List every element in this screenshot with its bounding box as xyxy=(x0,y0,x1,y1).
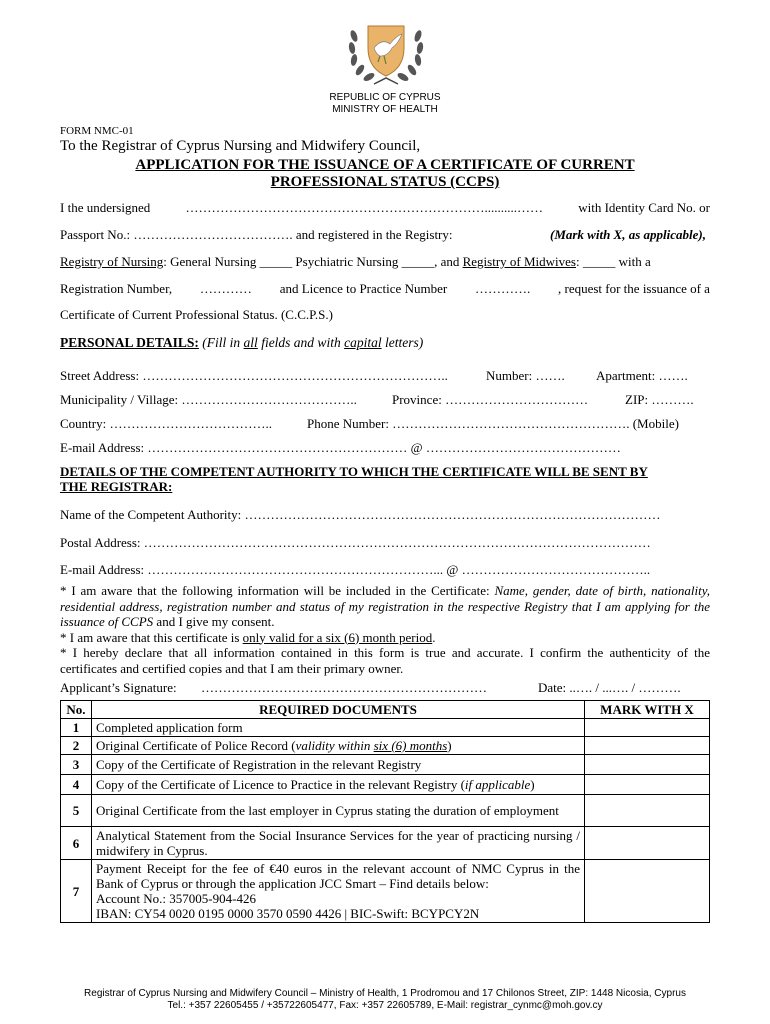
republic-label xyxy=(0,92,770,116)
intro-line-4 xyxy=(60,281,710,297)
table-row xyxy=(61,860,710,923)
table-row xyxy=(61,775,710,795)
request-text: , request for the issuance of a xyxy=(557,281,710,296)
table-header-row xyxy=(61,701,710,719)
doc-text: Copy of the Certificate of Licence to Practice in the relevant Registry ( xyxy=(96,777,465,792)
date-field[interactable]: Date: ..…. / ...…. / ………. xyxy=(538,680,681,695)
row-number: 5 xyxy=(61,795,92,827)
certificate-contents: Name, gender, date of birth, nationality, residential address, registration number and status of my registration in the respective Registry that I am applying for the issuance of CCPS xyxy=(60,583,710,629)
id-card-label: with Identity Card No. or xyxy=(578,200,710,215)
table-row xyxy=(61,737,710,755)
intro-line-2 xyxy=(60,227,710,243)
addressee: To the Registrar of Cyprus Nursing and Midwifery Council, xyxy=(60,138,421,154)
table-row xyxy=(61,795,710,827)
footer-line-1: Registrar of Cyprus Nursing and Midwifery Council – Ministry of Health, 1 Prodromou and 17 Chilonos Street, ZIP: 1448 Nicosia, Cyprus xyxy=(84,988,686,999)
declaration-text: and I give my consent. xyxy=(156,614,275,629)
personal-heading: PERSONAL DETAILS: xyxy=(60,335,199,350)
authority-name-field[interactable]: Name of the Competent Authority: …………………………………………………………………………………… xyxy=(60,507,661,522)
mark-cell[interactable] xyxy=(585,860,710,923)
name-field[interactable]: ……………………………………………………………..........…… xyxy=(185,200,543,215)
registry-nursing-label: Registry of Nursing xyxy=(60,254,164,269)
nursing-options[interactable]: : General Nursing _____ Psychiatric Nursing _____, and xyxy=(163,254,460,269)
declarations xyxy=(60,583,710,676)
row-number: 1 xyxy=(61,719,92,737)
doc-text: ) xyxy=(530,777,535,792)
undersigned-label: I the undersigned xyxy=(60,200,151,215)
iban: IBAN: CY54 0020 0195 0000 3570 0590 4426 | BIC-Swift: BCYPCY2N xyxy=(96,906,480,921)
mark-cell[interactable] xyxy=(585,775,710,795)
authority-heading-line-1: DETAILS OF THE COMPETENT AUTHORITY TO WHICH THE CERTIFICATE WILL BE SENT BY xyxy=(60,464,648,479)
mark-cell[interactable] xyxy=(585,737,710,755)
validity-period: only valid for a six (6) month period xyxy=(242,629,433,645)
republic-text: REPUBLIC OF CYPRUS xyxy=(329,92,441,103)
note-part: letters) xyxy=(384,335,424,350)
mark-cell[interactable] xyxy=(585,719,710,737)
title-line-2: PROFESSIONAL STATUS (CCPS) xyxy=(270,174,500,190)
passport-label: Passport No.: xyxy=(60,227,131,242)
municipality-field[interactable]: Municipality / Village: ………………………………….. xyxy=(60,392,357,407)
signature-field[interactable]: ………………………………………………………… xyxy=(201,680,487,695)
note-part: fields and with xyxy=(261,335,341,350)
mark-cell[interactable] xyxy=(585,755,710,775)
document-name xyxy=(92,737,585,755)
authority-heading xyxy=(60,464,720,494)
cyprus-emblem-icon xyxy=(344,18,428,90)
declaration-text: . xyxy=(432,629,436,645)
registered-label: and registered in the Registry: xyxy=(295,227,453,242)
form-title xyxy=(0,157,770,191)
footer xyxy=(0,988,770,1012)
document-name xyxy=(92,860,585,923)
midwives-option[interactable]: : _____ with a xyxy=(575,254,651,269)
note-all: all xyxy=(243,335,258,350)
col-no-header: No. xyxy=(61,701,92,719)
doc-text: ) xyxy=(447,738,452,753)
payment-text: Payment Receipt for the fee of €40 euros in the relevant account of NMC Cyprus in the Bank of Cyprus or through the application JCC Smart – Find details below: xyxy=(96,861,580,891)
document-name: Analytical Statement from the Social Insurance Services for the year of practicing nursing / midwifery in Cyprus. xyxy=(92,827,585,860)
ministry-text: MINISTRY OF HEALTH xyxy=(332,104,438,115)
row-number: 6 xyxy=(61,827,92,860)
document-name: Copy of the Certificate of Registration in the relevant Registry xyxy=(92,755,585,775)
document-name: Completed application form xyxy=(92,719,585,737)
authority-heading-line-2: THE REGISTRAR: xyxy=(60,479,173,494)
declaration-3: * I hereby declare that all information contained in this form is true and accurate. I confirm the authenticity of the certificates and certified copies and that I am their primary owner. xyxy=(60,645,710,676)
title-line-1: APPLICATION FOR THE ISSUANCE OF A CERTIFICATE OF CURRENT xyxy=(135,157,635,173)
row-number: 2 xyxy=(61,737,92,755)
personal-details-heading xyxy=(60,335,423,351)
apartment-field[interactable]: Apartment: ……. xyxy=(596,368,688,383)
registration-number-label: Registration Number, xyxy=(60,281,173,296)
licence-label: and Licence to Practice Number xyxy=(279,281,448,296)
note-capital: capital xyxy=(344,335,382,350)
country-field[interactable]: Country: ……………………………….. xyxy=(60,416,272,431)
doc-text: Original Certificate of Police Record ( xyxy=(96,738,296,753)
required-documents-table xyxy=(60,700,710,923)
mark-x-note: (Mark with X, as applicable), xyxy=(549,227,706,242)
phone-field[interactable]: Phone Number: ………………………………………………. (Mobile) xyxy=(307,416,679,431)
account-number: Account No.: 357005-904-426 xyxy=(96,891,256,906)
authority-email-field[interactable]: E-mail Address: …………………………………………………………... @ …………………………………….. xyxy=(60,562,651,577)
intro-line-5: Certificate of Current Professional Status. (C.C.P.S.) xyxy=(60,307,333,322)
doc-italic: validity within xyxy=(295,738,371,753)
registry-midwives-label: Registry of Midwives xyxy=(462,254,576,269)
col-doc-header: REQUIRED DOCUMENTS xyxy=(92,701,585,719)
passport-field[interactable]: ………………………………. xyxy=(133,227,293,242)
declaration-text: * I am aware that this certificate is xyxy=(60,629,240,645)
table-row xyxy=(61,755,710,775)
signature-label: Applicant’s Signature: xyxy=(60,680,177,695)
registration-number-field[interactable]: ………… xyxy=(199,281,252,296)
document-name xyxy=(92,775,585,795)
row-number: 3 xyxy=(61,755,92,775)
row-number: 7 xyxy=(61,860,92,923)
street-field[interactable]: Street Address: …………………………………………………………….. xyxy=(60,368,448,383)
doc-italic: if applicable xyxy=(464,777,531,792)
note-part: (Fill in xyxy=(202,335,241,350)
declaration-1 xyxy=(60,583,710,630)
number-field[interactable]: Number: ……. xyxy=(486,368,565,383)
mark-cell[interactable] xyxy=(585,795,710,827)
row-number: 4 xyxy=(61,775,92,795)
doc-validity: six (6) months xyxy=(373,738,448,753)
col-mark-header: MARK WITH X xyxy=(585,701,710,719)
table-row xyxy=(61,827,710,860)
zip-field[interactable]: ZIP: ………. xyxy=(625,392,694,407)
declaration-2 xyxy=(60,630,710,646)
intro-line-3 xyxy=(60,254,710,270)
document-name: Original Certificate from the last employer in Cyprus stating the duration of employment xyxy=(92,795,585,827)
footer-line-2: Tel.: +357 22605455 / +35722605477, Fax: +357 22605789, E-Mail: registrar_cynmc@moh.gov.cy xyxy=(167,1000,603,1011)
intro-line-1 xyxy=(60,200,710,216)
email-field[interactable]: E-mail Address: …………………………………………………… @ ……………………………………… xyxy=(60,440,621,455)
mark-cell[interactable] xyxy=(585,827,710,860)
postal-address-field[interactable]: Postal Address: ……………………………………………………………………………………………………… xyxy=(60,535,651,550)
form-id: FORM NMC-01 xyxy=(60,125,134,137)
table-row xyxy=(61,719,710,737)
declaration-text: * I am aware that the following information will be included in the Certificate: xyxy=(60,583,490,598)
province-field[interactable]: Province: …………………………… xyxy=(392,392,589,407)
licence-field[interactable]: …………. xyxy=(474,281,531,296)
